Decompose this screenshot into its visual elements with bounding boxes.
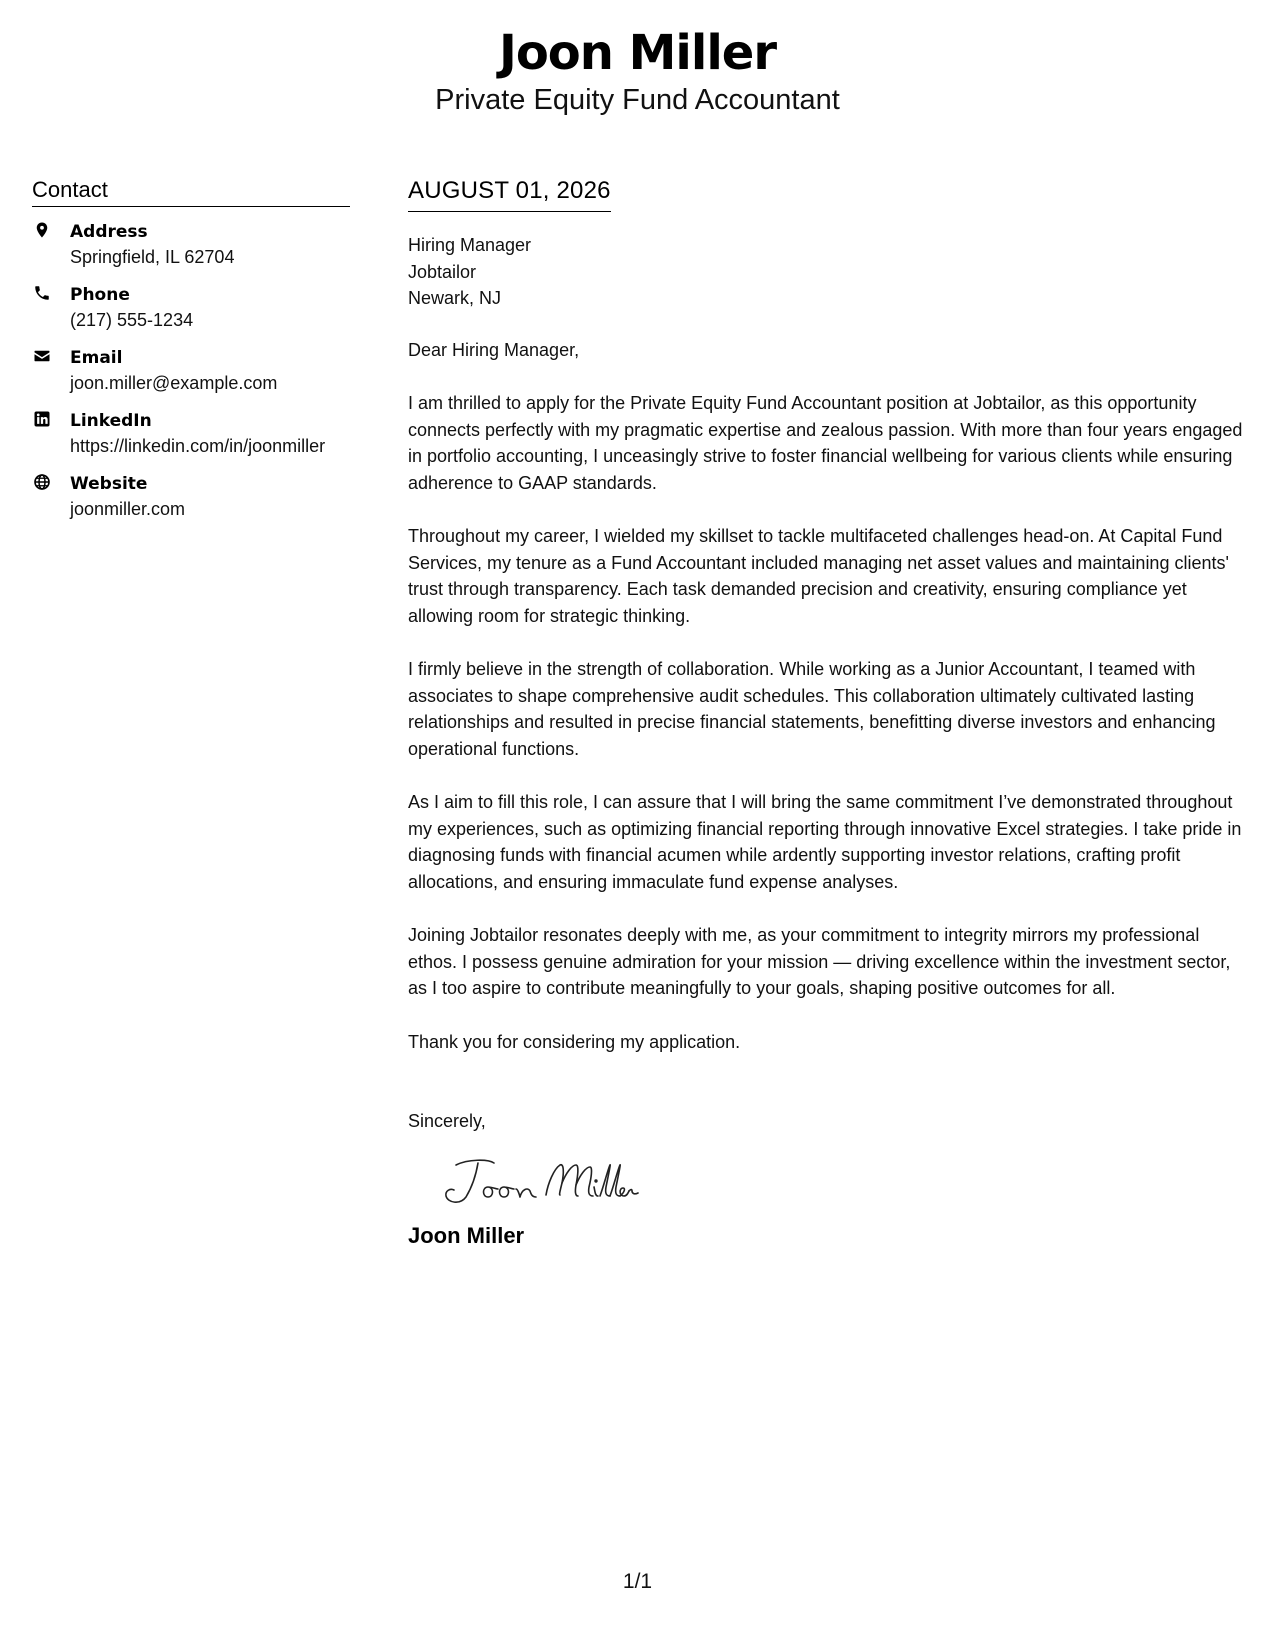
closing: Sincerely, [408,1111,486,1131]
linkedin-link[interactable]: https://linkedin.com/in/joonmiller [70,436,326,456]
contact-label: Website [70,474,148,494]
linkedin-icon [32,409,70,459]
body-paragraph: Joining Jobtailor resonates deeply with me, as your commitment to integrity mirrors my professional ethos. I possess genuine admiration for your mission — driving excellence within the investment sector, as I too aspire to contribute meaningfully to your goals, shaping positive outcomes for all. [408,925,1231,998]
address-value: Springfield, IL 62704 [70,247,235,267]
phone-value: (217) 555-1234 [70,310,194,330]
body-paragraph: Thank you for considering my application. [408,1031,741,1052]
contact-item-email [32,346,350,396]
contact-label: Address [70,222,148,242]
email-link[interactable]: joon.miller@example.com [70,373,278,393]
contact-item-address [32,220,350,270]
contact-item-website [32,472,350,522]
body-paragraph: I am thrilled to apply for the Private Equity Fund Accountant position at Jobtailor, as this opportunity connects perfectly with my pragmatic expertise and zealous passion. With more than four years engaged in portfolio accounting, I unceasingly strive to foster financial wellbeing for various clients while ensuring adherence to GAAP standards. [408,393,1243,493]
letter-header [0,24,1275,118]
recipient-company: Jobtailor [408,261,477,282]
globe-icon [32,472,70,522]
envelope-icon [32,346,70,396]
contact-label: Email [70,348,123,368]
phone-icon [32,283,70,333]
contact-item-phone [32,283,350,333]
page-number: 1/1 [622,1570,653,1593]
contact-label: Phone [70,285,130,305]
contact-item-linkedin [32,409,350,459]
signer-name: Joon Miller [408,1222,525,1248]
recipient-location: Newark, NJ [408,288,502,308]
salutation: Dear Hiring Manager, [408,339,580,360]
applicant-job-title: Private Equity Fund Accountant [435,84,840,116]
body-paragraph: I firmly believe in the strength of collaboration. While working as a Junior Accountant, I teamed with associates to shape comprehensive audit schedules. This collaboration ultimately cultivated lasting relationships and resulted in precise financial statements, benefitting diverse investors and enhancing operational functions. [408,659,1216,759]
contact-label: LinkedIn [70,411,152,431]
body-paragraph: As I aim to fill this role, I can assure that I will bring the same commitment I’ve demonstrated throughout my experiences, such as optimizing financial reporting through innovative Excel strategies. I take pride in diagnosing funds with financial acumen while ardently supporting investor relations, crafting profit allocations, and ensuring immaculate fund expense analyses. [408,792,1242,892]
contact-heading: Contact [32,176,350,207]
recipient-block [408,232,1248,312]
letter-date: AUGUST 01, 2026 [408,176,611,212]
map-pin-icon [32,220,70,270]
contact-sidebar [32,176,350,522]
applicant-name: Joon Miller [498,25,777,81]
website-link[interactable]: joonmiller.com [70,499,186,519]
recipient-title: Hiring Manager [408,235,532,255]
letter-body [408,176,1248,1251]
handwritten-signature [442,1153,1248,1211]
body-paragraph: Throughout my career, I wielded my skillset to tackle multifaceted challenges head-on. At Capital Fund Services, my tenure as a Fund Accountant included managing net asset values and maintaining clients' trust through transparency. Each task demanded precision and creativity, ensuring compliance yet allowing room for strategic thinking. [408,526,1229,626]
